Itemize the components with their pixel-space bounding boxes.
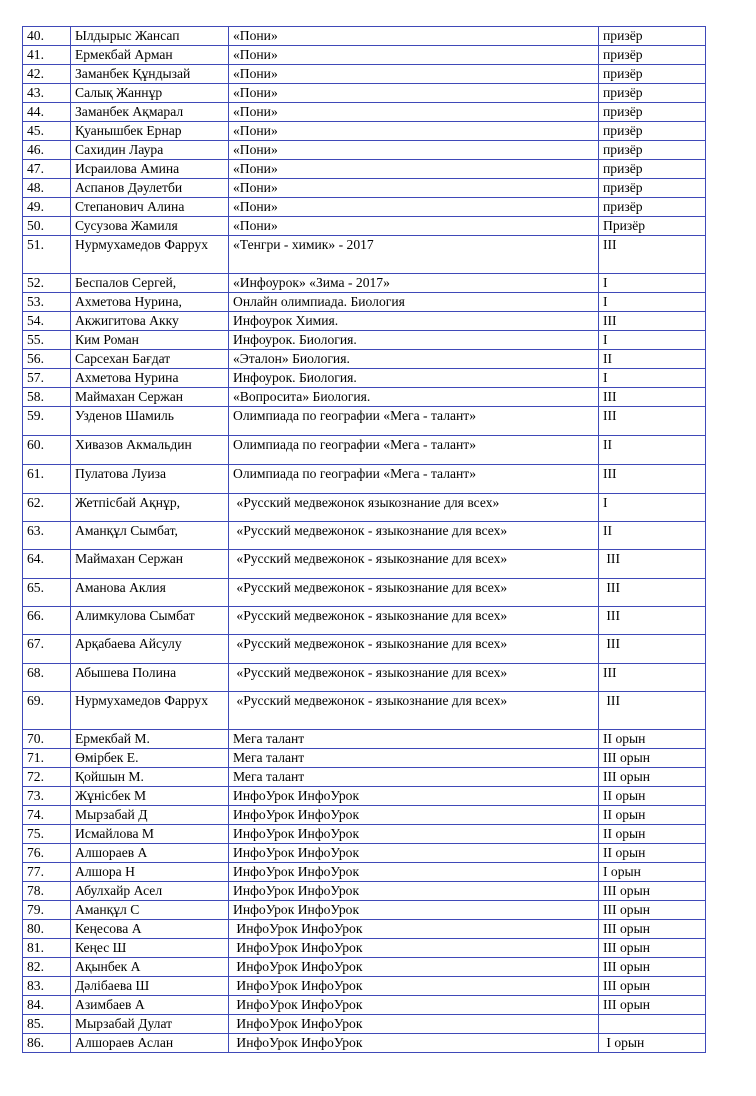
result-cell: III орын — [599, 939, 706, 958]
competition-cell: ИнфоУрок ИнфоУрок — [229, 806, 599, 825]
table-row — [23, 787, 706, 806]
participant-name-cell: Ким Роман — [71, 331, 229, 350]
table-row — [23, 198, 706, 217]
participant-name-cell: Узденов Шамиль — [71, 407, 229, 436]
competition-cell: «Русский медвежонок - языкознание для всех» — [229, 522, 599, 550]
competition-cell: «Русский медвежонок - языкознание для всех» — [229, 579, 599, 607]
competition-cell: ИнфоУрок ИнфоУрок — [229, 844, 599, 863]
participant-name-cell: Аманова Аклия — [71, 579, 229, 607]
participant-name-cell: Беспалов Сергей, — [71, 274, 229, 293]
participant-name-cell: Нурмухамедов Фаррух — [71, 692, 229, 730]
participant-name-cell: Акжигитова Акку — [71, 312, 229, 331]
row-number-cell: 71. — [23, 749, 71, 768]
participant-name-cell: Арқабаева Айсулу — [71, 635, 229, 664]
participant-name-cell: Салық Жаннұр — [71, 84, 229, 103]
result-cell: II орын — [599, 844, 706, 863]
competition-cell: Олимпиада по географии «Мега - талант» — [229, 436, 599, 465]
table-row — [23, 160, 706, 179]
row-number-cell: 72. — [23, 768, 71, 787]
row-number-cell: 78. — [23, 882, 71, 901]
participant-name-cell: Жұнісбек М — [71, 787, 229, 806]
table-row — [23, 236, 706, 274]
participant-name-cell: Алимкулова Сымбат — [71, 607, 229, 635]
participant-name-cell: Ермекбай Арман — [71, 46, 229, 65]
table-row — [23, 664, 706, 692]
result-cell: III орын — [599, 882, 706, 901]
table-row — [23, 27, 706, 46]
competition-cell: Мега талант — [229, 730, 599, 749]
row-number-cell: 85. — [23, 1015, 71, 1034]
competition-cell: Олимпиада по географии «Мега - талант» — [229, 465, 599, 494]
result-cell: III — [599, 692, 706, 730]
row-number-cell: 81. — [23, 939, 71, 958]
competition-cell: Инфоурок. Биология. — [229, 369, 599, 388]
table-row — [23, 768, 706, 787]
table-row — [23, 550, 706, 579]
row-number-cell: 63. — [23, 522, 71, 550]
table-row — [23, 607, 706, 635]
result-cell: I орын — [599, 863, 706, 882]
row-number-cell: 57. — [23, 369, 71, 388]
table-row — [23, 84, 706, 103]
row-number-cell: 44. — [23, 103, 71, 122]
participant-name-cell: Аспанов Дәулетби — [71, 179, 229, 198]
result-cell: III — [599, 664, 706, 692]
participant-name-cell: Кеңесова А — [71, 920, 229, 939]
competition-cell: «Пони» — [229, 65, 599, 84]
row-number-cell: 55. — [23, 331, 71, 350]
result-cell: призёр — [599, 27, 706, 46]
table-row — [23, 730, 706, 749]
table-row — [23, 939, 706, 958]
result-cell: Призёр — [599, 217, 706, 236]
competition-cell: «Пони» — [229, 198, 599, 217]
participant-name-cell: Нурмухамедов Фаррух — [71, 236, 229, 274]
result-cell: III орын — [599, 749, 706, 768]
table-row — [23, 141, 706, 160]
result-cell: II орын — [599, 825, 706, 844]
participant-name-cell: Заманбек Құндызай — [71, 65, 229, 84]
participant-name-cell: Дәлібаева Ш — [71, 977, 229, 996]
table-row — [23, 522, 706, 550]
competition-cell: «Русский медвежонок - языкознание для всех» — [229, 664, 599, 692]
participant-name-cell: Сусузова Жамиля — [71, 217, 229, 236]
competition-cell: ИнфоУрок ИнфоУрок — [229, 1034, 599, 1053]
competition-cell: «Пони» — [229, 46, 599, 65]
row-number-cell: 86. — [23, 1034, 71, 1053]
row-number-cell: 51. — [23, 236, 71, 274]
result-cell: III орын — [599, 901, 706, 920]
competition-cell: ИнфоУрок ИнфоУрок — [229, 977, 599, 996]
competition-cell: «Русский медвежонок - языкознание для всех» — [229, 607, 599, 635]
row-number-cell: 53. — [23, 293, 71, 312]
table-row — [23, 407, 706, 436]
table-row — [23, 863, 706, 882]
table-row — [23, 436, 706, 465]
competition-cell: ИнфоУрок ИнфоУрок — [229, 939, 599, 958]
result-cell: III — [599, 312, 706, 331]
table-row — [23, 369, 706, 388]
table-row — [23, 350, 706, 369]
result-cell: III орын — [599, 958, 706, 977]
result-cell: III — [599, 388, 706, 407]
result-cell: I орын — [599, 1034, 706, 1053]
participant-name-cell: Маймахан Сержан — [71, 550, 229, 579]
table-row — [23, 1034, 706, 1053]
competition-cell: «Пони» — [229, 27, 599, 46]
row-number-cell: 59. — [23, 407, 71, 436]
result-cell: призёр — [599, 65, 706, 84]
row-number-cell: 74. — [23, 806, 71, 825]
row-number-cell: 41. — [23, 46, 71, 65]
participant-name-cell: Хивазов Акмальдин — [71, 436, 229, 465]
competition-cell: «Эталон» Биология. — [229, 350, 599, 369]
table-row — [23, 103, 706, 122]
row-number-cell: 69. — [23, 692, 71, 730]
table-row — [23, 331, 706, 350]
competition-cell: «Пони» — [229, 160, 599, 179]
result-cell: II — [599, 522, 706, 550]
participant-name-cell: Қойшын М. — [71, 768, 229, 787]
result-cell: призёр — [599, 122, 706, 141]
participant-name-cell: Кеңес Ш — [71, 939, 229, 958]
competition-cell: «Пони» — [229, 141, 599, 160]
table-row — [23, 977, 706, 996]
table-row — [23, 1015, 706, 1034]
results-table — [22, 26, 706, 1053]
table-row — [23, 274, 706, 293]
participant-name-cell: Исраилова Амина — [71, 160, 229, 179]
result-cell: II — [599, 436, 706, 465]
result-cell: призёр — [599, 141, 706, 160]
participant-name-cell: Қуанышбек Ернар — [71, 122, 229, 141]
table-row — [23, 65, 706, 84]
result-cell: III орын — [599, 920, 706, 939]
table-row — [23, 217, 706, 236]
table-row — [23, 46, 706, 65]
result-cell: I — [599, 331, 706, 350]
competition-cell: «Русский медвежонок - языкознание для всех» — [229, 692, 599, 730]
participant-name-cell: Ермекбай М. — [71, 730, 229, 749]
row-number-cell: 61. — [23, 465, 71, 494]
table-row — [23, 882, 706, 901]
row-number-cell: 73. — [23, 787, 71, 806]
competition-cell: «Пони» — [229, 122, 599, 141]
table-row — [23, 312, 706, 331]
row-number-cell: 70. — [23, 730, 71, 749]
table-row — [23, 825, 706, 844]
row-number-cell: 60. — [23, 436, 71, 465]
table-row — [23, 494, 706, 522]
result-cell: II орын — [599, 787, 706, 806]
result-cell: II орын — [599, 806, 706, 825]
result-cell: I — [599, 293, 706, 312]
participant-name-cell: Сахидин Лаура — [71, 141, 229, 160]
row-number-cell: 82. — [23, 958, 71, 977]
competition-cell: Инфоурок. Биология. — [229, 331, 599, 350]
table-row — [23, 806, 706, 825]
competition-cell: ИнфоУрок ИнфоУрок — [229, 1015, 599, 1034]
row-number-cell: 64. — [23, 550, 71, 579]
result-cell: III орын — [599, 768, 706, 787]
competition-cell: «Пони» — [229, 103, 599, 122]
table-row — [23, 579, 706, 607]
participant-name-cell: Алшораев Аслан — [71, 1034, 229, 1053]
participant-name-cell: Ақынбек А — [71, 958, 229, 977]
participant-name-cell: Пулатова Луиза — [71, 465, 229, 494]
row-number-cell: 40. — [23, 27, 71, 46]
competition-cell: «Русский медвежонок - языкознание для всех» — [229, 635, 599, 664]
competition-cell: Олимпиада по географии «Мега - талант» — [229, 407, 599, 436]
row-number-cell: 56. — [23, 350, 71, 369]
row-number-cell: 47. — [23, 160, 71, 179]
competition-cell: «Пони» — [229, 84, 599, 103]
row-number-cell: 83. — [23, 977, 71, 996]
result-cell: призёр — [599, 160, 706, 179]
row-number-cell: 67. — [23, 635, 71, 664]
competition-cell: «Русский медвежонок языкознание для всех» — [229, 494, 599, 522]
table-row — [23, 958, 706, 977]
competition-cell: Инфоурок Химия. — [229, 312, 599, 331]
table-row — [23, 692, 706, 730]
row-number-cell: 76. — [23, 844, 71, 863]
competition-cell: «Тенгри - химик» - 2017 — [229, 236, 599, 274]
participant-name-cell: Ылдырыс Жансап — [71, 27, 229, 46]
participant-name-cell: Өмірбек Е. — [71, 749, 229, 768]
table-row — [23, 122, 706, 141]
result-cell: III — [599, 407, 706, 436]
row-number-cell: 75. — [23, 825, 71, 844]
result-cell: I — [599, 274, 706, 293]
table-row — [23, 388, 706, 407]
result-cell: I — [599, 494, 706, 522]
competition-cell: ИнфоУрок ИнфоУрок — [229, 787, 599, 806]
row-number-cell: 68. — [23, 664, 71, 692]
result-cell: III — [599, 579, 706, 607]
competition-cell: ИнфоУрок ИнфоУрок — [229, 863, 599, 882]
table-row — [23, 996, 706, 1015]
row-number-cell: 80. — [23, 920, 71, 939]
row-number-cell: 54. — [23, 312, 71, 331]
result-cell: I — [599, 369, 706, 388]
competition-cell: «Русский медвежонок - языкознание для всех» — [229, 550, 599, 579]
result-cell: призёр — [599, 179, 706, 198]
table-row — [23, 179, 706, 198]
participant-name-cell: Азимбаев А — [71, 996, 229, 1015]
row-number-cell: 62. — [23, 494, 71, 522]
result-cell: III — [599, 635, 706, 664]
participant-name-cell: Маймахан Сержан — [71, 388, 229, 407]
competition-cell: «Вопросита» Биология. — [229, 388, 599, 407]
competition-cell: «Инфоурок» «Зима - 2017» — [229, 274, 599, 293]
participant-name-cell: Жетпісбай Ақнұр, — [71, 494, 229, 522]
participant-name-cell: Ахметова Нурина, — [71, 293, 229, 312]
participant-name-cell: Мырзабай Дулат — [71, 1015, 229, 1034]
table-row — [23, 844, 706, 863]
result-cell: призёр — [599, 84, 706, 103]
result-cell: призёр — [599, 198, 706, 217]
participant-name-cell: Абышева Полина — [71, 664, 229, 692]
participant-name-cell: Аманқұл Сымбат, — [71, 522, 229, 550]
competition-cell: ИнфоУрок ИнфоУрок — [229, 920, 599, 939]
row-number-cell: 58. — [23, 388, 71, 407]
participant-name-cell: Степанович Алина — [71, 198, 229, 217]
competition-cell: «Пони» — [229, 217, 599, 236]
row-number-cell: 50. — [23, 217, 71, 236]
row-number-cell: 66. — [23, 607, 71, 635]
row-number-cell: 65. — [23, 579, 71, 607]
participant-name-cell: Алшораев А — [71, 844, 229, 863]
row-number-cell: 43. — [23, 84, 71, 103]
participant-name-cell: Мырзабай Д — [71, 806, 229, 825]
competition-cell: ИнфоУрок ИнфоУрок — [229, 901, 599, 920]
row-number-cell: 48. — [23, 179, 71, 198]
result-cell: III — [599, 550, 706, 579]
result-cell: призёр — [599, 46, 706, 65]
table-row — [23, 293, 706, 312]
participant-name-cell: Алшора Н — [71, 863, 229, 882]
row-number-cell: 42. — [23, 65, 71, 84]
row-number-cell: 52. — [23, 274, 71, 293]
result-cell: III орын — [599, 996, 706, 1015]
result-cell: II орын — [599, 730, 706, 749]
competition-cell: ИнфоУрок ИнфоУрок — [229, 825, 599, 844]
result-cell: III — [599, 465, 706, 494]
participant-name-cell: Аманқұл С — [71, 901, 229, 920]
row-number-cell: 77. — [23, 863, 71, 882]
participant-name-cell: Исмайлова М — [71, 825, 229, 844]
result-cell: III — [599, 607, 706, 635]
table-row — [23, 920, 706, 939]
competition-cell: ИнфоУрок ИнфоУрок — [229, 882, 599, 901]
competition-cell: ИнфоУрок ИнфоУрок — [229, 996, 599, 1015]
table-row — [23, 901, 706, 920]
table-row — [23, 635, 706, 664]
competition-cell: «Пони» — [229, 179, 599, 198]
row-number-cell: 84. — [23, 996, 71, 1015]
row-number-cell: 79. — [23, 901, 71, 920]
results-table-body — [23, 27, 706, 1053]
result-cell: II — [599, 350, 706, 369]
competition-cell: Мега талант — [229, 768, 599, 787]
competition-cell: Мега талант — [229, 749, 599, 768]
result-cell: призёр — [599, 103, 706, 122]
result-cell: III орын — [599, 977, 706, 996]
row-number-cell: 49. — [23, 198, 71, 217]
result-cell: III — [599, 236, 706, 274]
competition-cell: ИнфоУрок ИнфоУрок — [229, 958, 599, 977]
table-row — [23, 465, 706, 494]
participant-name-cell: Ахметова Нурина — [71, 369, 229, 388]
participant-name-cell: Сарсехан Бағдат — [71, 350, 229, 369]
competition-cell: Онлайн олимпиада. Биология — [229, 293, 599, 312]
participant-name-cell: Заманбек Ақмарал — [71, 103, 229, 122]
result-cell — [599, 1015, 706, 1034]
row-number-cell: 46. — [23, 141, 71, 160]
row-number-cell: 45. — [23, 122, 71, 141]
participant-name-cell: Абулхайр Асел — [71, 882, 229, 901]
table-row — [23, 749, 706, 768]
